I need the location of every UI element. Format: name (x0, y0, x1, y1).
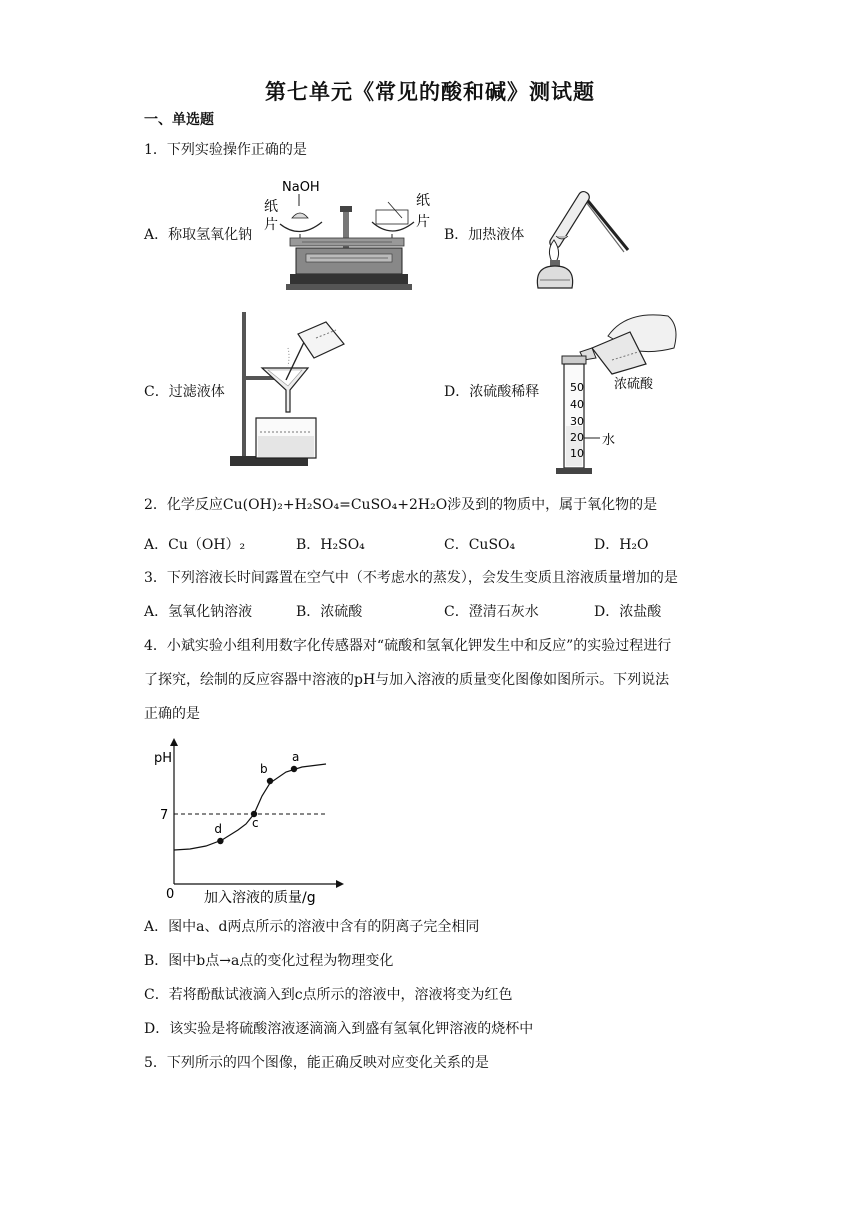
right-paper-label-1: 纸 (416, 193, 430, 209)
q2-stem-suffix: 涉及到的物质中，属于氧化物的是 (447, 497, 658, 513)
q4-option-d[interactable]: D．该实验是将硫酸溶液逐滴滴入到盛有氢氧化钾溶液的烧杯中 (144, 1021, 534, 1037)
point-label-b: b (260, 762, 268, 776)
q5-stem: 5．下列所示的四个图像，能正确反映对应变化关系的是 (144, 1055, 489, 1071)
ph-chart (146, 734, 346, 910)
q4-option-c[interactable]: C．若将酚酞试液滴入到c点所示的溶液中，溶液将变为红色 (144, 987, 513, 1003)
origin-label: 0 (166, 887, 175, 902)
q3-stem: 3．下列溶液长时间露置在空气中（不考虑水的蒸发），会发生变质且溶液质量增加的是 (144, 570, 678, 586)
ph-curve (174, 764, 326, 850)
q1-stem: 1．下列实验操作正确的是 (144, 142, 307, 158)
tick-30: 30 (570, 415, 584, 428)
q3-option-d[interactable]: D．浓盐酸 (594, 604, 662, 620)
q4-stem-line-2: 了探究，绘制的反应容器中溶液的pH与加入溶液的质量变化图像如图所示。下列说法 (144, 672, 670, 688)
tick-20: 20 (570, 431, 584, 444)
q2-option-a[interactable]: A．Cu（OH）₂ (144, 537, 246, 553)
filtration-figure (228, 308, 352, 470)
point-label-a: a (292, 750, 300, 764)
point-label-d: d (214, 822, 223, 836)
q4-stem-line-3: 正确的是 (144, 706, 200, 722)
heating-figure (528, 184, 636, 294)
page-title: 第七单元《常见的酸和碱》测试题 (265, 80, 595, 104)
tick-50: 50 (570, 381, 584, 394)
section-heading: 一、单选题 (144, 112, 214, 128)
q1-option-d[interactable]: D．浓硫酸稀释 (444, 384, 540, 400)
q2-option-d[interactable]: D．H₂O (594, 537, 649, 553)
y-axis-label: pH (154, 751, 173, 766)
left-paper-label-2: 片 (264, 217, 278, 233)
q4-stem-line-1: 4．小斌实验小组利用数字化传感器对“硫酸和氢氧化钾发生中和反应”的实验过程进行 (144, 638, 672, 654)
balance-figure (262, 176, 442, 294)
q4-option-b[interactable]: B．图中b点→a点的变化过程为物理变化 (144, 953, 394, 969)
q1-option-c[interactable]: C．过滤液体 (144, 384, 225, 400)
q3-option-c[interactable]: C．澄清石灰水 (444, 604, 539, 620)
q3-option-a[interactable]: A．氢氧化钠溶液 (144, 604, 253, 620)
water-label: 水 (602, 433, 616, 448)
left-paper-label-1: 纸 (264, 199, 278, 215)
point-label-c: c (252, 816, 259, 830)
y-axis-arrow (170, 738, 178, 746)
q2-stem (144, 495, 657, 515)
q1-option-a[interactable]: A．称取氢氧化钠 (144, 227, 253, 243)
point-a (291, 766, 297, 772)
q2-option-b[interactable]: B．H₂SO₄ (296, 537, 365, 553)
concentrated-acid-label: 浓硫酸 (614, 377, 654, 392)
tick-10: 10 (570, 447, 584, 460)
right-paper-label-2: 片 (416, 214, 430, 230)
q2-equation: Cu(OH)₂+H₂SO₄=CuSO₄+2H₂O (222, 497, 448, 513)
naoh-label: NaOH (282, 180, 320, 195)
tick-40: 40 (570, 398, 584, 411)
x-axis-label: 加入溶液的质量/g (204, 890, 316, 906)
q4-option-a[interactable]: A．图中a、d两点所示的溶液中含有的阴离子完全相同 (144, 919, 480, 935)
q2-option-c[interactable]: C．CuSO₄ (444, 537, 516, 553)
q2-stem-prefix: 2．化学反应 (144, 497, 223, 513)
point-b (267, 778, 273, 784)
dilution-figure (552, 308, 682, 476)
q3-option-b[interactable]: B．浓硫酸 (296, 604, 363, 620)
point-d (217, 838, 223, 844)
x-axis-arrow (336, 880, 344, 888)
y-tick-label-7: 7 (160, 808, 169, 823)
q1-option-b[interactable]: B．加热液体 (444, 227, 525, 243)
